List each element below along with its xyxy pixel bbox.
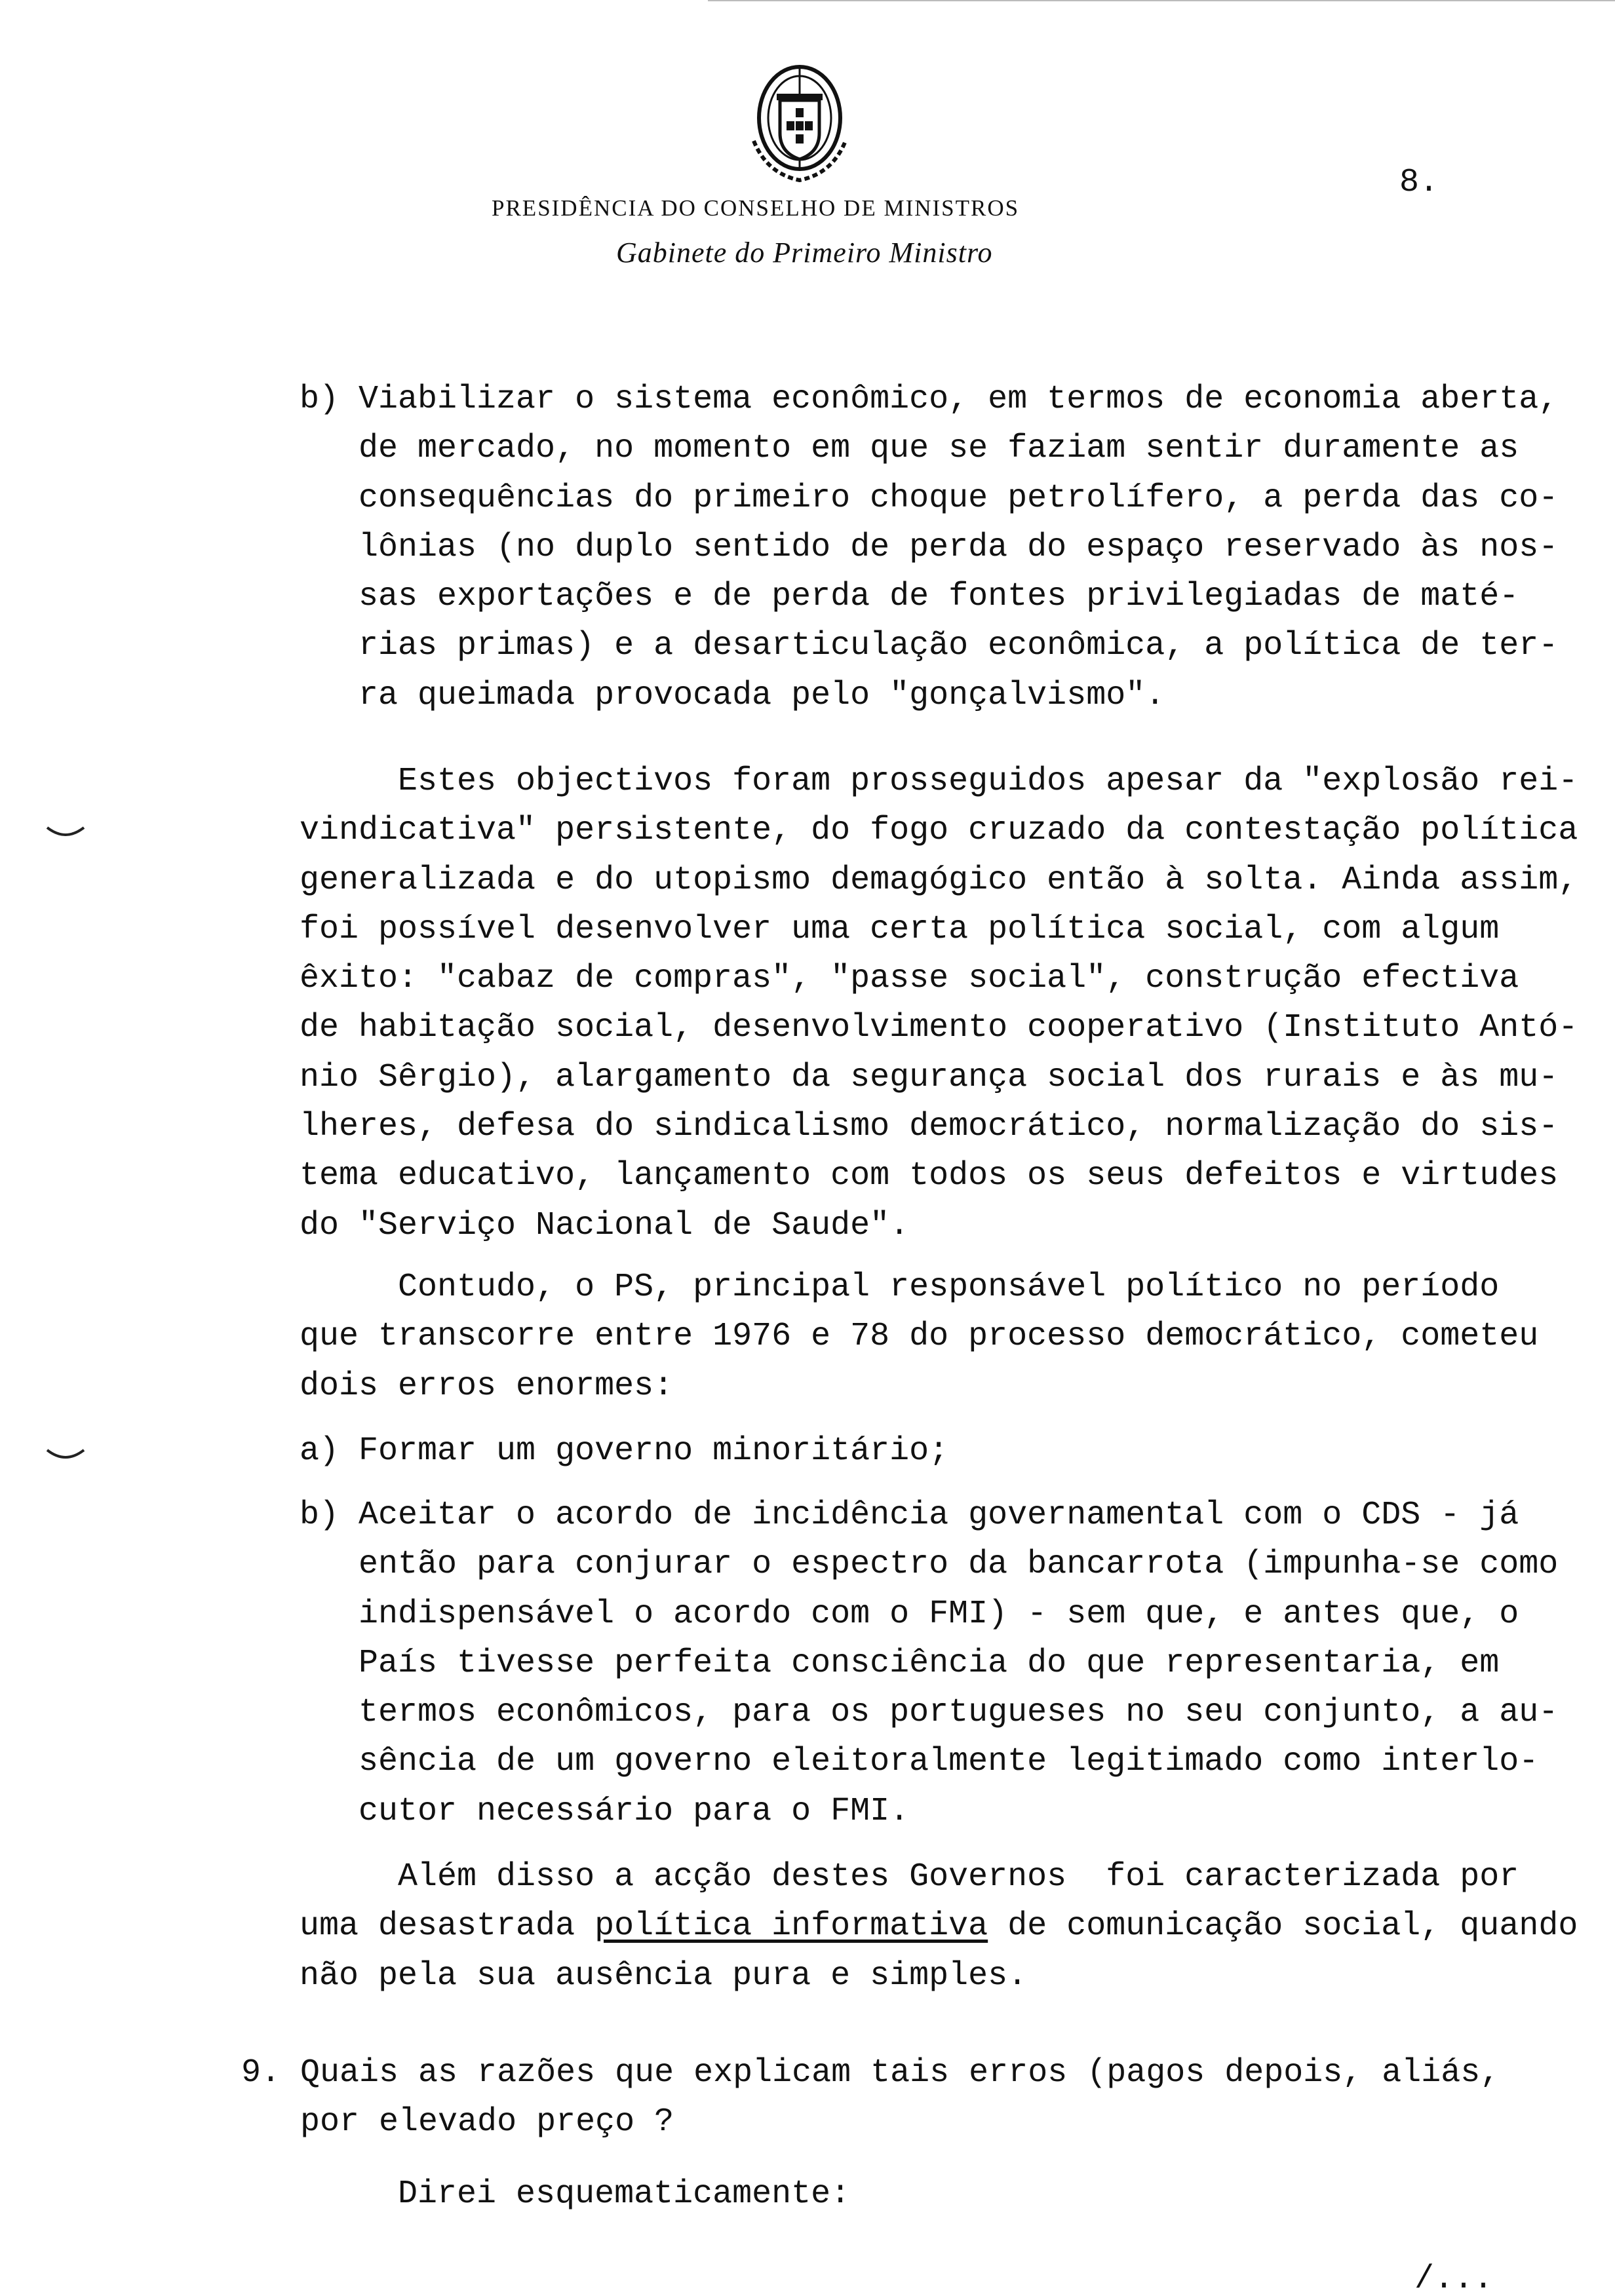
text-line: Além disso a acção destes Governos foi caracterizada por	[300, 1858, 1519, 1896]
header-title: PRESIDÊNCIA DO CONSELHO DE MINISTROS	[492, 195, 1020, 221]
scan-edge-line	[708, 0, 1615, 1]
paragraph-estes	[300, 757, 1578, 1250]
text-line: termos econômicos, para os portugueses no seu conjunto, a au-	[300, 1694, 1559, 1732]
text-line: generalizada e do utopismo demagógico então à solta. Ainda assim,	[300, 861, 1578, 899]
item-b-viabilizar	[300, 375, 1558, 720]
text-line: indispensável o acordo com o FMI) - sem que, e antes que, o	[300, 1595, 1519, 1633]
text-line: de habitação social, desenvolvimento cooperativo (Instituto Antó-	[300, 1009, 1578, 1047]
text-line: Contudo, o PS, principal responsável político no período	[300, 1269, 1500, 1306]
coat-of-arms-icon	[741, 62, 859, 187]
text-segment: de comunicação social, quando	[988, 1907, 1578, 1945]
text-line: consequências do primeiro choque petrolífero, a perda das co-	[300, 479, 1559, 517]
text-line: do "Serviço Nacional de Saude".	[300, 1206, 910, 1244]
text-line: tema educativo, lançamento com todos os seus defeitos e virtudes	[300, 1157, 1559, 1195]
text-line: Direi esquematicamente:	[300, 2175, 851, 2213]
question-9	[241, 2048, 1500, 2147]
text-line: que transcorre entre 1976 e 78 do processo democrático, cometeu	[300, 1318, 1539, 1356]
underlined-phrase: política informativa	[594, 1907, 988, 1945]
margin-check-mark	[46, 822, 85, 842]
text-line: vindicativa" persistente, do fogo cruzado da contestação política	[300, 812, 1578, 850]
text-line: b) Viabilizar o sistema econômico, em termos de economia aberta,	[300, 381, 1559, 418]
paragraph-direi	[300, 2170, 850, 2219]
text-line: por elevado preço ?	[241, 2103, 674, 2141]
text-line: rias primas) e a desarticulação econômica, a política de ter-	[300, 627, 1559, 665]
text-line: ra queimada provocada pelo "gonçalvismo".	[300, 676, 1165, 714]
text-line: cutor necessário para o FMI.	[300, 1792, 910, 1830]
text-line: sência de um governo eleitoralmente legitimado como interlo-	[300, 1743, 1539, 1781]
text-line: a) Formar um governo minoritário;	[300, 1432, 949, 1470]
text-line: não pela sua ausência pura e simples.	[300, 1957, 1028, 1995]
text-line: lônias (no duplo sentido de perda do espaço reservado às nos-	[300, 528, 1559, 566]
text-line: lheres, defesa do sindicalismo democrático, normalização do sis-	[300, 1108, 1559, 1146]
paragraph-alem	[300, 1852, 1578, 2000]
text-line: 9. Quais as razões que explicam tais erros (pagos depois, aliás,	[241, 2054, 1500, 2092]
text-line: País tivesse perfeita consciência do que representaria, em	[300, 1644, 1500, 1682]
item-a-formar	[300, 1426, 948, 1476]
header-subtitle: Gabinete do Primeiro Ministro	[616, 237, 993, 269]
item-b-aceitar	[300, 1491, 1558, 1836]
margin-check-mark	[46, 1445, 85, 1464]
continuation-mark: /...	[1414, 2261, 1494, 2296]
text-line: sas exportações e de perda de fontes privilegiadas de maté-	[300, 578, 1519, 616]
text-segment: uma desastrada	[300, 1907, 595, 1945]
text-line: b) Aceitar o acordo de incidência governamental com o CDS - já	[300, 1497, 1519, 1534]
text-line: Estes objectivos foram prosseguidos apesar da "explosão rei-	[300, 763, 1578, 800]
text-line: êxito: "cabaz de compras", "passe social", construção efectiva	[300, 960, 1519, 998]
text-line: então para conjurar o espectro da bancarrota (impunha-se como	[300, 1546, 1559, 1584]
page-number: 8.	[1399, 164, 1439, 201]
text-line: nio Sêrgio), alargamento da segurança social dos rurais e às mu-	[300, 1058, 1559, 1096]
text-line	[300, 1902, 1578, 1951]
text-line: foi possível desenvolver uma certa política social, com algum	[300, 910, 1500, 948]
text-line: dois erros enormes:	[300, 1367, 674, 1405]
text-line: de mercado, no momento em que se faziam sentir duramente as	[300, 430, 1519, 468]
paragraph-contudo	[300, 1263, 1538, 1411]
